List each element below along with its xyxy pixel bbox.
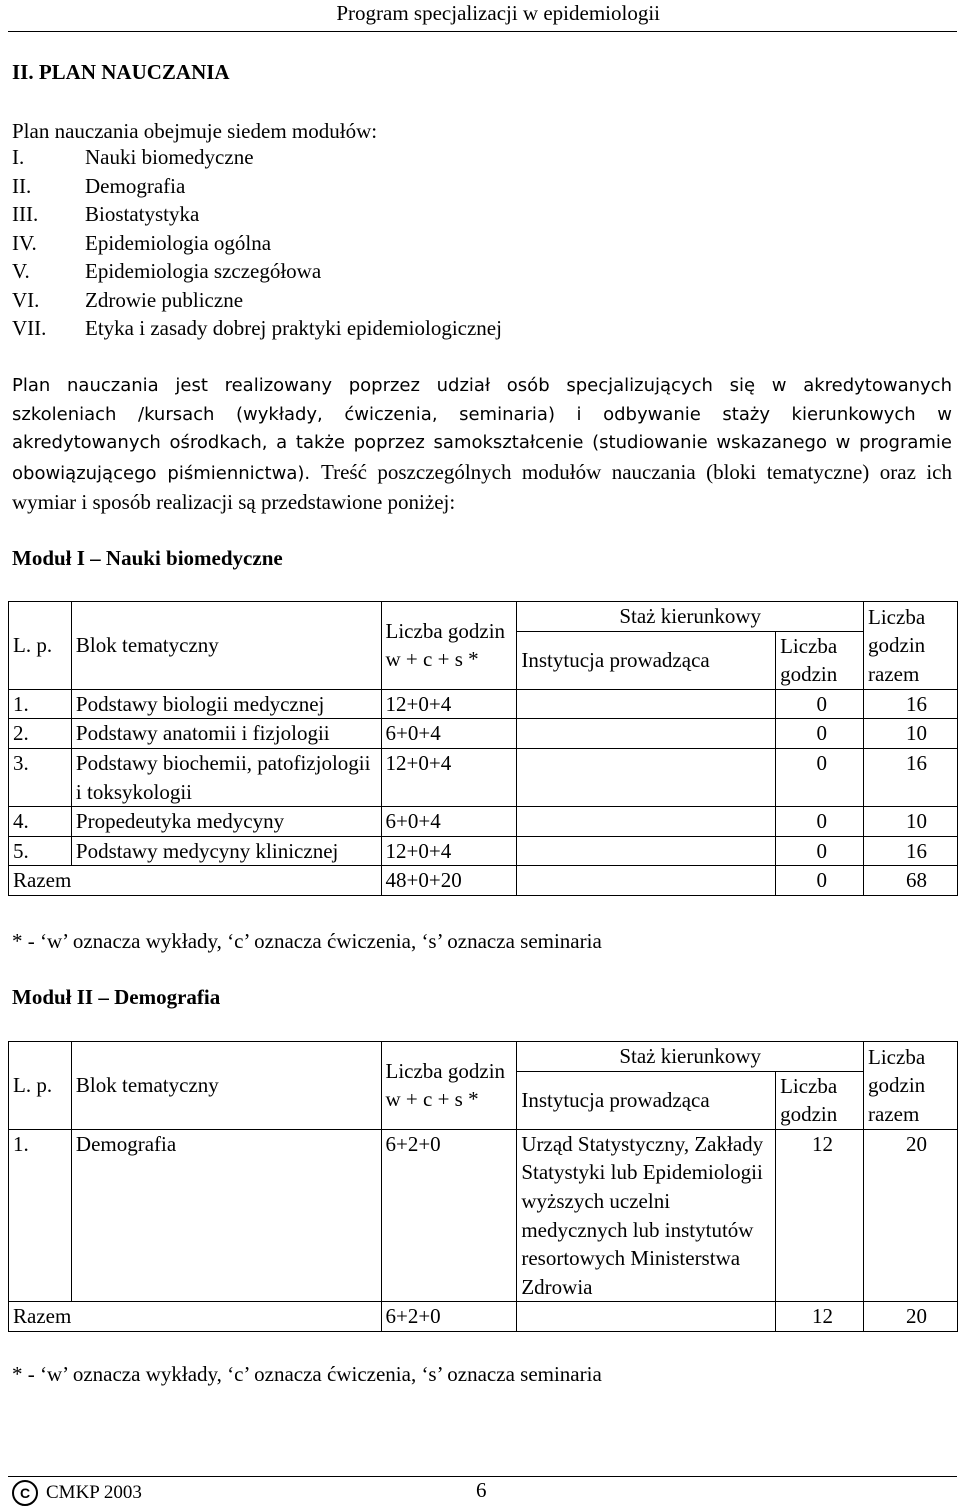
cell-wcs: 12+0+4: [381, 836, 517, 866]
list-item: [12, 172, 502, 201]
table-row: [9, 748, 958, 806]
module-number: VI.: [12, 287, 40, 312]
copyright-icon: C: [12, 1480, 38, 1506]
table-row: [9, 1129, 958, 1302]
header-razem: Liczba godzin razem: [864, 1042, 958, 1130]
module-name: Demografia: [85, 173, 186, 198]
cell-wcs: 12+0+4: [381, 689, 517, 719]
module-name: Zdrowie publiczne: [85, 287, 244, 312]
total-instytucja: [517, 1302, 776, 1332]
module2-heading: Moduł II – Demografia: [12, 985, 221, 1009]
cell-staz-godz: 0: [776, 719, 864, 749]
list-item: [12, 314, 502, 343]
cell-lp: 5.: [9, 836, 72, 866]
table-row: [9, 807, 958, 837]
total-label: Razem: [9, 866, 382, 896]
cell-blok: Podstawy medycyny klinicznej: [71, 836, 381, 866]
module2-footnote: * - ‘w’ oznacza wykłady, ‘c’ oznacza ćwiczenia, ‘s’ oznacza seminaria: [12, 1362, 602, 1386]
footer-copyright: [12, 1480, 142, 1506]
module-number: I.: [12, 145, 25, 169]
page-title: II. PLAN NAUCZANIA: [12, 60, 230, 84]
module-name: Nauki biomedyczne: [85, 145, 254, 169]
module1-heading: Moduł I – Nauki biomedyczne: [12, 546, 283, 570]
cell-instytucja: [517, 807, 776, 837]
table-row: [9, 836, 958, 866]
cell-razem: 16: [864, 836, 958, 866]
table-header-row: [9, 602, 958, 632]
cell-staz-godz: 0: [776, 689, 864, 719]
header-liczba: Liczba godzin: [776, 1071, 864, 1129]
cell-wcs: 6+0+4: [381, 807, 517, 837]
total-wcs: 48+0+20: [381, 866, 517, 896]
cell-blok: Podstawy anatomii i fizjologii: [71, 719, 381, 749]
header-instytucja: Instytucja prowadząca: [517, 1071, 776, 1129]
header-lp: L. p.: [9, 602, 72, 690]
module-name: Epidemiologia szczegółowa: [85, 259, 322, 283]
cell-lp: 2.: [9, 719, 72, 749]
list-item: [12, 200, 502, 229]
cell-instytucja: Urząd Statystyczny, Zakłady Statystyki lub Epidemiologii wyższych uczelni medycznych lub instytutów resortowych Ministerstwa Zdrowia: [517, 1129, 776, 1302]
total-staz-godz: 12: [776, 1302, 864, 1332]
cell-lp: 1.: [9, 1129, 72, 1302]
module-name: Biostatystyka: [85, 202, 200, 226]
cell-wcs: 12+0+4: [381, 748, 517, 806]
total-razem: 68: [864, 866, 958, 896]
list-item: [12, 286, 502, 315]
module-list: [12, 143, 502, 343]
header-divider: [8, 31, 957, 32]
table-total-row: [9, 1302, 958, 1332]
total-instytucja: [517, 866, 776, 896]
module1-table: [8, 601, 958, 896]
header-razem: Liczba godzin razem: [864, 602, 958, 690]
header-instytucja: Instytucja prowadząca: [517, 631, 776, 689]
list-item: [12, 257, 502, 286]
cell-staz-godz: 0: [776, 836, 864, 866]
cell-lp: 3.: [9, 748, 72, 806]
header-liczba-wcs: Liczba godzin w + c + s *: [381, 1042, 517, 1130]
module-number: III.: [12, 202, 39, 226]
cell-blok: Podstawy biologii medycznej: [71, 689, 381, 719]
cell-instytucja: [517, 689, 776, 719]
table-total-row: [9, 866, 958, 896]
total-label: Razem: [9, 1302, 382, 1332]
header-liczba-wcs: Liczba godzin w + c + s *: [381, 602, 517, 690]
cell-razem: 16: [864, 689, 958, 719]
module1-footnote: * - ‘w’ oznacza wykłady, ‘c’ oznacza ćwiczenia, ‘s’ oznacza seminaria: [12, 929, 602, 953]
list-item: [12, 229, 502, 258]
module-number: IV.: [12, 230, 37, 255]
cell-razem: 10: [864, 807, 958, 837]
header-staz: Staż kierunkowy: [517, 1042, 864, 1072]
header-liczba: Liczba godzin: [776, 631, 864, 689]
cell-staz-godz: 0: [776, 807, 864, 837]
header-blok: Blok tematyczny: [71, 1042, 381, 1130]
total-razem: 20: [864, 1302, 958, 1332]
module-number: VII.: [12, 316, 47, 340]
module2-table: [8, 1041, 958, 1332]
paragraph-part1: Plan nauczania jest realizowany poprzez udział osób specjalizujących się w akredytowanych szkoleniach /kursach (wykłady, ćwiczenia, seminaria) i odbywanie staży kierunkowych w akredytowanych ośrodkach, a także poprzez samokształcenie (studiowanie wskazanego w programie obowiązującego piśmiennictwa).: [12, 375, 952, 484]
cell-blok: Demografia: [71, 1129, 381, 1302]
cell-instytucja: [517, 836, 776, 866]
cell-instytucja: [517, 748, 776, 806]
description-paragraph: [12, 372, 952, 519]
table-header-row: [9, 1042, 958, 1072]
header-blok: Blok tematyczny: [71, 602, 381, 690]
table-row: [9, 719, 958, 749]
cell-blok: Podstawy biochemii, patofizjologii i toksykologii: [71, 748, 381, 806]
page-number: 6: [476, 1478, 487, 1502]
header-staz: Staż kierunkowy: [517, 602, 864, 632]
intro-text: Plan nauczania obejmuje siedem modułów:: [12, 119, 378, 143]
total-wcs: 6+2+0: [381, 1302, 517, 1332]
cell-staz-godz: 0: [776, 748, 864, 806]
cell-razem: 16: [864, 748, 958, 806]
cell-razem: 20: [864, 1129, 958, 1302]
footer-divider: [8, 1476, 957, 1477]
cell-lp: 1.: [9, 689, 72, 719]
cell-blok: Propedeutyka medycyny: [71, 807, 381, 837]
cell-wcs: 6+2+0: [381, 1129, 517, 1302]
header-lp: L. p.: [9, 1042, 72, 1130]
module-name: Epidemiologia ogólna: [85, 230, 272, 255]
list-item: [12, 143, 502, 172]
module-name: Etyka i zasady dobrej praktyki epidemiologicznej: [85, 316, 502, 340]
total-staz-godz: 0: [776, 866, 864, 896]
copyright-text: CMKP 2003: [46, 1482, 142, 1503]
cell-wcs: 6+0+4: [381, 719, 517, 749]
cell-razem: 10: [864, 719, 958, 749]
paragraph-part2: Treść poszczególnych modułów nauczania (bloki tematyczne) oraz ich wymiar i sposób realizacji są przedstawione poniżej:: [12, 459, 952, 515]
module-number: II.: [12, 173, 32, 198]
cell-instytucja: [517, 719, 776, 749]
module-number: V.: [12, 259, 30, 283]
running-title: Program specjalizacji w epidemiologii: [336, 1, 660, 25]
cell-lp: 4.: [9, 807, 72, 837]
table-row: [9, 689, 958, 719]
cell-staz-godz: 12: [776, 1129, 864, 1302]
